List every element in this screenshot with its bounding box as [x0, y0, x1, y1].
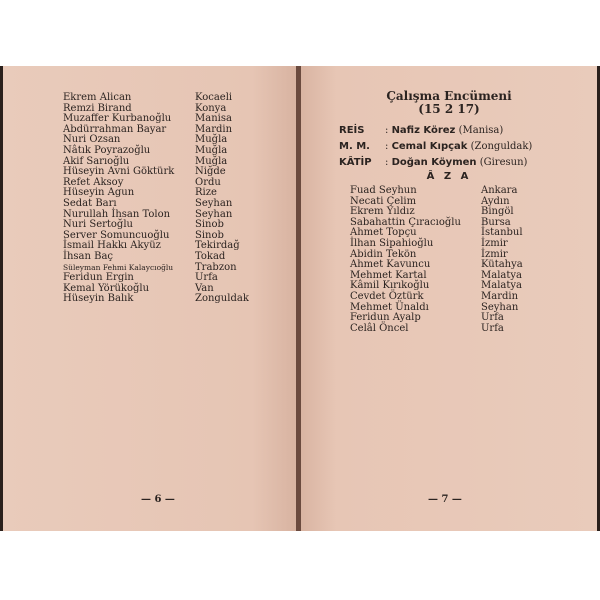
member-name: Ahmet Topçu	[350, 227, 417, 239]
member-name: Nâtık Poyrazoğlu	[63, 144, 151, 156]
member-city: Seyhan	[195, 208, 233, 220]
right-page	[301, 66, 597, 531]
member-name: Sabahattin Çıracıoğlu	[350, 216, 461, 228]
member-row	[63, 252, 273, 263]
member-city: Konya	[195, 102, 227, 114]
member-city: Sinob	[195, 229, 224, 241]
officer-name: Nafiz Körez	[391, 125, 456, 136]
member-city: Seyhan	[195, 197, 233, 209]
left-page	[3, 66, 296, 531]
member-city: Mardin	[195, 123, 233, 135]
member-city: Mardin	[481, 290, 519, 302]
member-city: Seyhan	[481, 301, 519, 313]
member-name: Feridun Ayalp	[350, 312, 421, 324]
member-city: Bingöl	[481, 206, 514, 218]
member-city: Aydın	[481, 195, 510, 207]
member-name: İlhan Sipahioğlu	[350, 237, 434, 249]
member-name: İhsan Baç	[63, 250, 114, 262]
member-city: Zonguldak	[195, 293, 249, 305]
member-city: Kütahya	[481, 259, 523, 271]
member-name: Feridun Ergin	[63, 272, 134, 284]
officer-role: KÂTİP	[339, 157, 372, 168]
member-name: Fuad Seyhun	[350, 185, 417, 196]
member-row	[350, 324, 580, 335]
committee-date: (15 2 17)	[418, 102, 480, 116]
member-row	[63, 93, 273, 104]
member-city: Malatya	[481, 280, 522, 292]
member-city: Urfa	[195, 272, 218, 284]
member-city: Urfa	[481, 322, 504, 334]
member-row	[350, 239, 580, 250]
officer-role: REİS	[339, 125, 365, 136]
member-city: Malatya	[481, 269, 522, 281]
officer-deputy: M. M. : Cemal Kıpçak (Zonguldak)	[339, 141, 533, 152]
member-row	[350, 186, 580, 197]
member-name: Nuri Sertoğlu	[63, 219, 133, 231]
member-row	[63, 199, 273, 210]
officer-name: Cemal Kıpçak	[391, 141, 468, 152]
member-city: Manisa	[195, 113, 232, 125]
officer-city: (Giresun)	[479, 157, 528, 168]
member-name: Kâmil Kırıkoğlu	[350, 280, 430, 292]
member-row	[63, 294, 273, 305]
member-city: Van	[195, 282, 214, 294]
committee-name: Çalışma Encümeni	[386, 89, 512, 103]
member-name: Abdürrahman Bayar	[63, 123, 167, 135]
left-page-number: — 6 —	[141, 494, 175, 505]
officer-city: (Zonguldak)	[470, 141, 533, 152]
member-city: İstanbul	[481, 227, 523, 239]
member-city: Muğla	[195, 134, 228, 146]
officer-city: (Manisa)	[458, 125, 504, 136]
open-booklet	[0, 66, 600, 531]
member-name: Ekrem Alican	[63, 92, 132, 103]
member-name: Hüseyin Avni Göktürk	[63, 166, 175, 178]
member-city: Urfa	[481, 312, 504, 324]
member-name: Muzaffer Kurbanoğlu	[63, 113, 172, 125]
member-name: Sedat Barı	[63, 197, 117, 209]
member-city: İzmir	[481, 248, 508, 260]
member-name: Hüseyin Agun	[63, 187, 135, 199]
member-name: Mehmet Kartal	[350, 269, 427, 281]
member-city: Tokad	[195, 250, 226, 262]
member-name: Kemal Yörükoğlu	[63, 282, 150, 294]
member-name: Akif Sarıoğlu	[63, 155, 130, 167]
left-member-list	[63, 93, 273, 305]
member-name: Necati Çelim	[350, 195, 417, 207]
committee-title	[301, 90, 597, 116]
officer-chair: REİS : Nafiz Körez (Manisa)	[339, 125, 504, 136]
member-name: Refet Aksoy	[63, 176, 124, 188]
member-name: Nurullah İhsan Tolon	[63, 208, 171, 220]
member-city: İzmir	[481, 237, 508, 249]
member-name: Remzi Birand	[63, 102, 132, 114]
officer-clerk: KÂTİP : Doğan Köymen (Giresun)	[339, 157, 528, 168]
member-city: Kocaeli	[195, 92, 233, 103]
member-name: Ekrem Yıldız	[350, 206, 415, 218]
officer-name: Doğan Köymen	[391, 157, 477, 168]
member-name: Nuri Ozsan	[63, 134, 121, 146]
member-name: İsmail Hakkı Akyüz	[63, 240, 161, 252]
member-city: Ordu	[195, 176, 221, 188]
member-city: Muğla	[195, 144, 228, 156]
member-name: Abidin Tekön	[350, 248, 417, 260]
member-row	[63, 146, 273, 157]
member-name: Süleyman Fehmi Kalaycıoğlu	[63, 262, 174, 272]
member-city: Ankara	[481, 185, 518, 196]
member-name: Ahmet Kavuncu	[350, 259, 431, 271]
right-member-list	[350, 186, 580, 334]
member-city: Sinob	[195, 219, 224, 231]
member-city: Bursa	[481, 216, 511, 228]
member-city: Tekirdağ	[195, 240, 240, 252]
member-city: Trabzon	[195, 261, 237, 273]
member-name: Hüseyin Balık	[63, 293, 134, 305]
member-city: Muğla	[195, 155, 228, 167]
member-city: Niğde	[195, 166, 226, 178]
member-name: Celâl Öncel	[350, 322, 409, 334]
members-heading: Â Z A	[426, 171, 472, 182]
member-name: Cevdet Öztürk	[350, 290, 424, 302]
member-city: Rize	[195, 187, 217, 199]
member-row	[350, 292, 580, 303]
officer-role: M. M.	[339, 141, 370, 152]
right-page-number: — 7 —	[428, 494, 462, 505]
member-name: Server Somuncuoğlu	[63, 229, 170, 241]
member-name: Mehmet Ünaldı	[350, 301, 429, 313]
